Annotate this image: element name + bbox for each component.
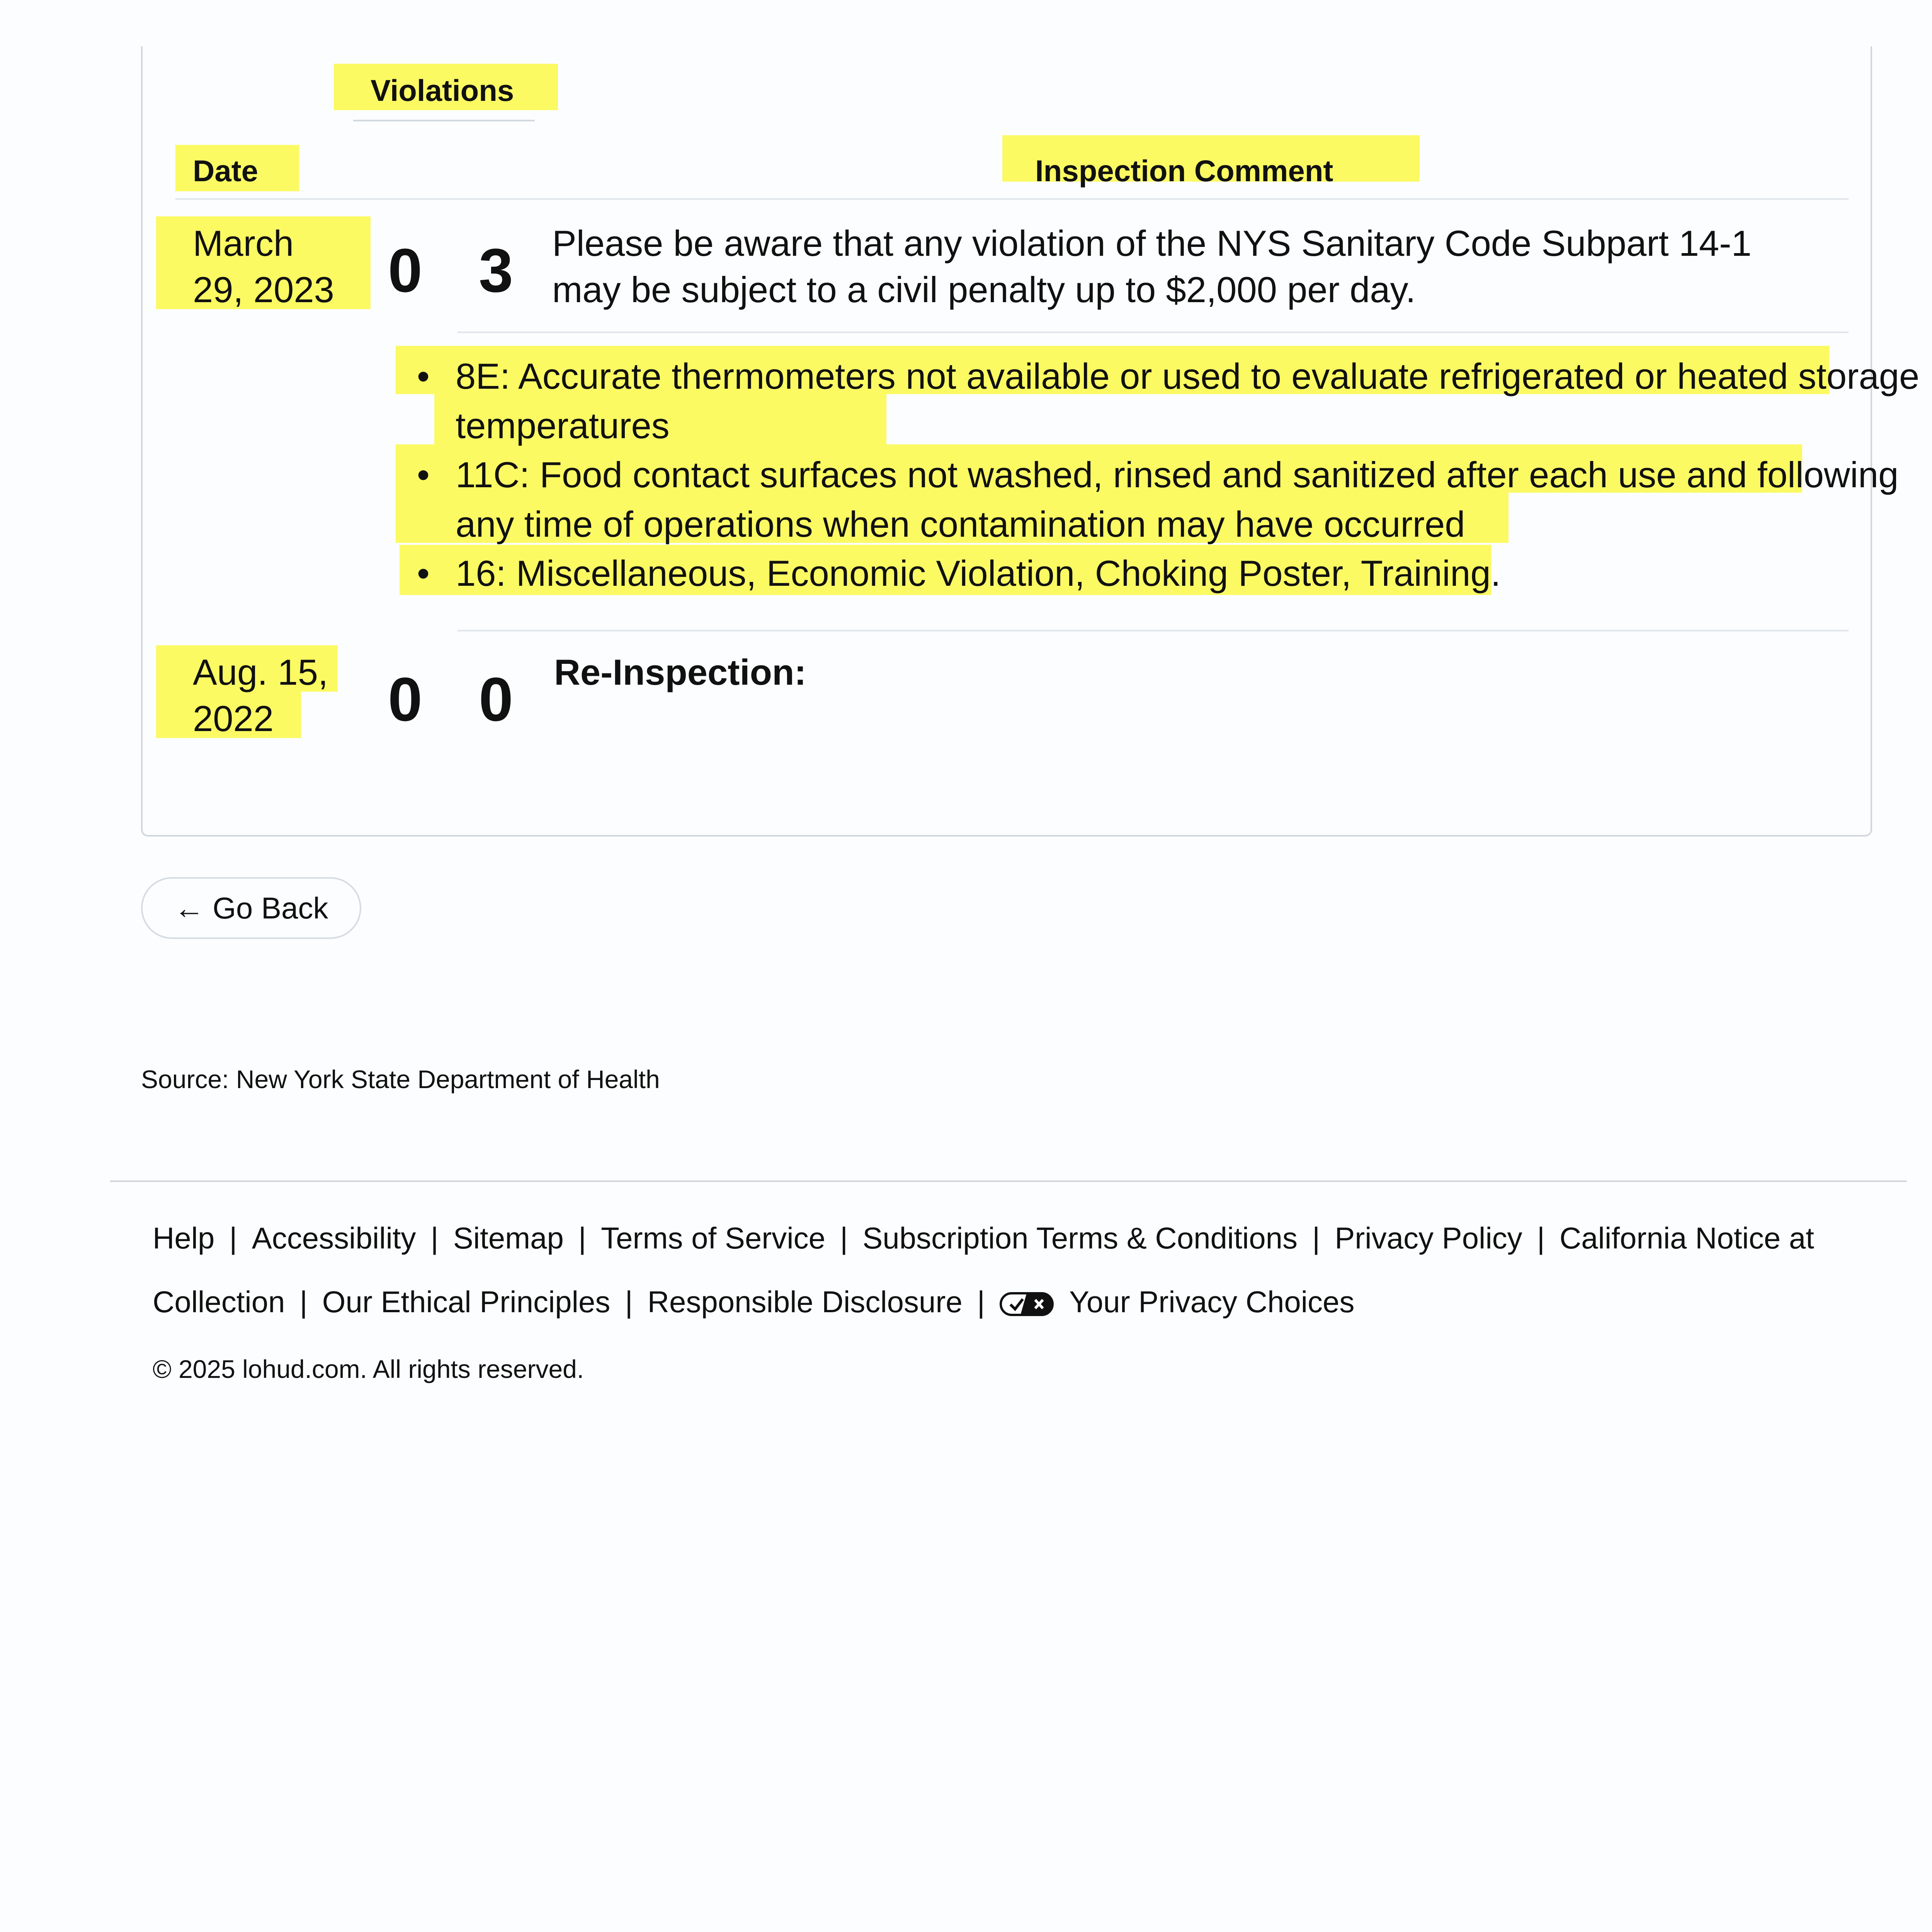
separator: | (1537, 1221, 1545, 1255)
row2-critical-count: 0 (388, 665, 422, 734)
footer-link-accessibility[interactable]: Accessibility (252, 1221, 416, 1255)
copyright: © 2025 lohud.com. All rights reserved. (153, 1355, 584, 1383)
row2-date-line2: 2022 (193, 698, 274, 739)
separator: | (840, 1221, 848, 1255)
footer-link-help[interactable]: Help (153, 1221, 215, 1255)
footer-link-subscription-terms[interactable]: Subscription Terms & Conditions (862, 1221, 1298, 1255)
footer-link-ethical-principles[interactable]: Our Ethical Principles (322, 1285, 611, 1319)
footer-link-terms-of-service[interactable]: Terms of Service (601, 1221, 825, 1255)
violation-text: 8E: Accurate thermometers not available or used to evaluate refrigerated or heated storage temperatures (456, 356, 1920, 446)
bullet: • (417, 356, 430, 396)
footer-links-row2 (153, 1287, 1354, 1317)
violation-text: 16: Miscellaneous, Economic Violation, Choking Poster, Training. (456, 553, 1501, 594)
footer-link-california-notice-cont[interactable]: Collection (153, 1285, 285, 1319)
comment-header: Inspection Comment (1035, 154, 1333, 188)
row2-date-line1: Aug. 15, (193, 652, 328, 692)
privacy-choices-label: Your Privacy Choices (1069, 1285, 1355, 1319)
bullet: • (417, 454, 430, 495)
footer-link-sitemap[interactable]: Sitemap (453, 1221, 564, 1255)
row1-divider (457, 332, 1849, 333)
bullet: • (417, 553, 430, 594)
separator: | (299, 1285, 308, 1319)
privacy-choices-icon (1000, 1292, 1054, 1316)
inspection-table-card (141, 46, 1920, 837)
separator: | (977, 1285, 985, 1319)
footer-link-responsible-disclosure[interactable]: Responsible Disclosure (647, 1285, 963, 1319)
go-back-label: Go Back (213, 891, 328, 925)
violation-text: 11C: Food contact surfaces not washed, rinsed and sanitized after each use and following any time of operations when contamination may have occurred (456, 454, 1899, 544)
row2-divider (457, 630, 1849, 631)
footer-divider (110, 1180, 1907, 1182)
row1-date-line1: March (193, 223, 294, 264)
row1-comment-line1: Please be aware that any violation of the NYS Sanitary Code Subpart 14-1 (552, 223, 1752, 264)
footer-link-privacy-policy[interactable]: Privacy Policy (1335, 1221, 1522, 1255)
separator: | (1312, 1221, 1320, 1255)
footer-link-california-notice[interactable]: California Notice at (1559, 1221, 1814, 1255)
row1-noncritical-count: 3 (479, 236, 513, 305)
header-divider (175, 198, 1849, 200)
left-arrow-icon: ← (174, 891, 204, 925)
row2-comment: Re-Inspection: (554, 652, 806, 692)
footer-links-row1 (153, 1223, 1814, 1253)
violations-underline (353, 120, 535, 121)
row2-noncritical-count: 0 (479, 665, 513, 734)
row1-comment-line2: may be subject to a civil penalty up to $2,000 per day. (552, 269, 1416, 310)
date-header: Date (193, 154, 259, 188)
row1-critical-count: 0 (388, 236, 422, 305)
separator: | (625, 1285, 633, 1319)
row1-date-line2: 29, 2023 (193, 269, 334, 310)
separator: | (229, 1221, 237, 1255)
go-back-button[interactable] (141, 877, 361, 939)
separator: | (578, 1221, 587, 1255)
separator: | (430, 1221, 439, 1255)
footer-link-privacy-choices[interactable] (1000, 1285, 1354, 1319)
violations-header: Violations (371, 73, 514, 107)
source-note: Source: New York State Department of Health (141, 1065, 660, 1094)
